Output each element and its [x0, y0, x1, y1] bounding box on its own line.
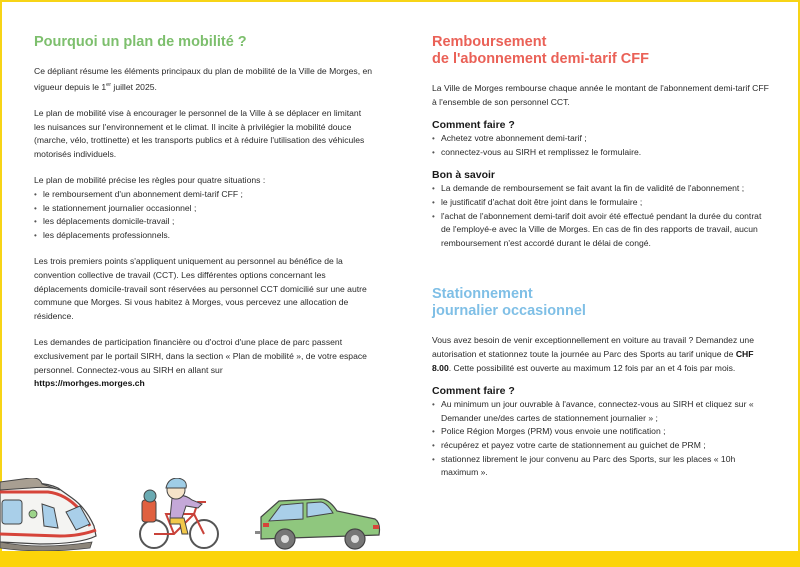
goal-paragraph: Le plan de mobilité vise à encourager le personnel de la Ville à se déplacer en limitant les nuisances sur l'environnement et le climat. Il incite à privilégier la mobilité douce (marche, vélo, trottinette) et les transports publics et à réduire l'utilisation des véhicules motorisés individuels.	[34, 108, 365, 159]
intro-paragraph	[34, 65, 374, 94]
list-item: • Achetez votre abonnement demi-tarif ;	[432, 132, 772, 146]
list-item: • récupérez et payez votre carte de stationnement au guichet de PRM ;	[432, 439, 772, 453]
list-item: • Police Région Morges (PRM) vous envoie une notification ;	[432, 425, 772, 439]
section-title-parking	[432, 286, 772, 320]
list-item: • Au minimum un jour ouvrable à l'avance, connectez-vous au SIRH et cliquez sur « Demander une/des cartes de stationnement journalier » ;	[432, 398, 772, 425]
cff-know-list	[432, 182, 772, 250]
how-to-heading: Comment faire ?	[432, 119, 515, 132]
list-item: • les déplacements professionnels.	[34, 229, 374, 243]
list-item: • le stationnement journalier occasionnel ;	[34, 202, 374, 216]
parking-price: CHF 8.00	[432, 348, 754, 373]
parking-how-list	[432, 398, 772, 480]
left-column	[34, 0, 374, 391]
title-line: Stationnement	[432, 286, 533, 303]
green-car-icon	[255, 497, 385, 553]
cff-intro: La Ville de Morges rembourse chaque année le montant de l'abonnement demi-tarif CFF à l'ensemble de son personnel CCT.	[432, 83, 769, 107]
situations-intro: Le plan de mobilité précise les règles pour quatre situations :	[34, 175, 266, 186]
parking-intro-text: Vous avez besoin de venir exceptionnellement en voiture au travail ? Demandez une autorisation et stationnez toute la journée au Parc des Sports au tarif unique de	[432, 335, 754, 359]
section-title-why: Pourquoi un plan de mobilité ?	[34, 34, 247, 50]
list-item: • le justificatif d'achat doit être joint dans le formulaire ;	[432, 196, 772, 210]
title-line: Remboursement	[432, 34, 547, 50]
list-item: • La demande de remboursement se fait avant la fin de validité de l'abonnement ;	[432, 182, 772, 196]
footer-yellow-bar	[0, 551, 800, 567]
good-to-know-heading: Bon à savoir	[432, 169, 496, 182]
section-title-cff	[432, 34, 772, 68]
sirh-link[interactable]: https://morhges.morges.ch	[34, 378, 145, 389]
right-column	[432, 0, 772, 480]
cff-how-list	[432, 132, 772, 159]
how-to-heading: Comment faire ?	[432, 385, 515, 398]
cct-paragraph: Les trois premiers points s'appliquent uniquement au personnel au bénéfice de la convention collective de travail (CCT). Les différentes options concernant les déplacements domicile-travail sont réservées au personnel CCT domicilié sur une autre commune que Morges. Si vous habitez à Morges, vous percevez une allocation de résidence.	[34, 256, 367, 321]
situations-list	[34, 188, 374, 242]
list-item: • les déplacements domicile-travail ;	[34, 215, 374, 229]
intro-text: Ce dépliant résume les éléments principaux du plan de mobilité de la Ville de Morges, en vigueur depuis le 1	[34, 66, 373, 92]
list-item: • stationnez librement le jour convenu au Parc des Sports, sur les places « 10h maximum ».	[432, 453, 772, 480]
cyclist-with-child-icon	[138, 478, 222, 552]
list-item: • connectez-vous au SIRH et remplissez le formulaire.	[432, 146, 772, 160]
sirh-link-line	[34, 377, 374, 391]
parking-intro	[432, 334, 772, 375]
parking-intro-end: . Cette possibilité est ouverte au maximum 12 fois par an et 4 fois par mois.	[448, 362, 736, 373]
ordinal-sup: er	[106, 81, 112, 88]
title-line: de l'abonnement demi-tarif CFF	[432, 51, 649, 67]
sirh-paragraph: Les demandes de participation financière ou d'octroi d'une place de parc passent exclusivement par le portail SIRH, dans la section « Plan de mobilité », de votre espace personnel. Connectez-vous au SIRH en allant sur	[34, 337, 367, 375]
list-item: • le remboursement d'un abonnement demi-tarif CFF ;	[34, 188, 374, 202]
intro-text-end: juillet 2025.	[111, 81, 157, 92]
list-item: • l'achat de l'abonnement demi-tarif doit avoir été effectué pendant la durée du contrat de l'employé-e avec la Ville de Morges. En cas de fin des rapports de travail, aucun remboursement n'est accordé durant le délai de congé.	[432, 210, 772, 251]
title-line: journalier occasionnel	[432, 303, 586, 320]
train-icon	[0, 478, 100, 552]
